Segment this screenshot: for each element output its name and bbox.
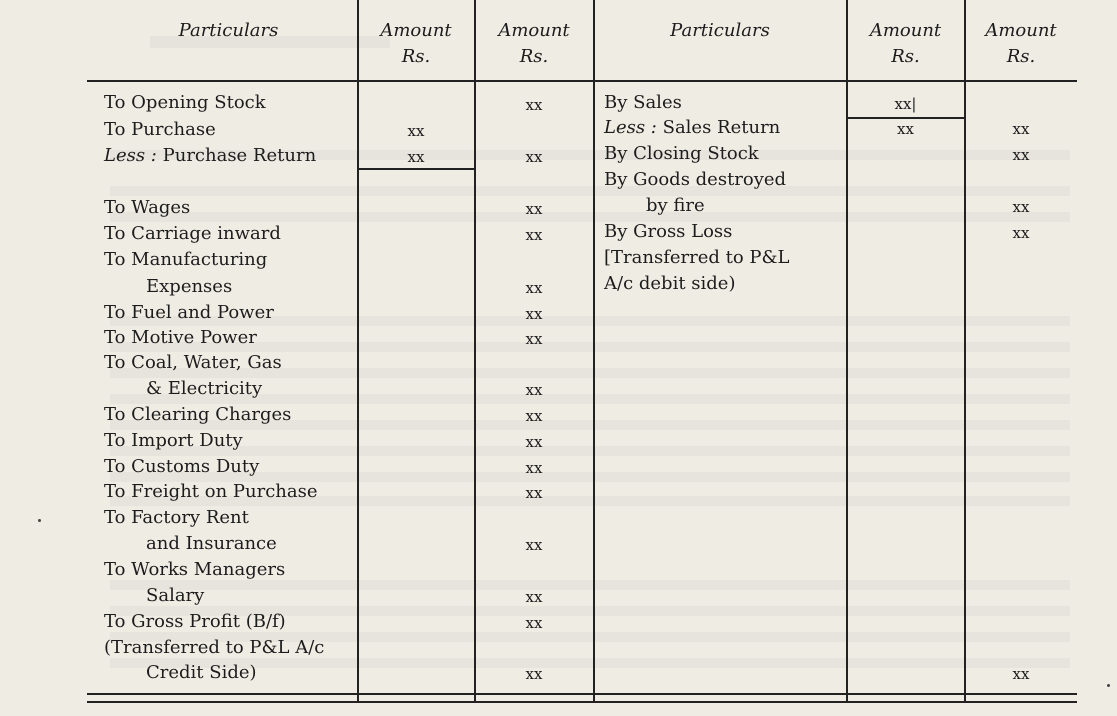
- debit-purchase: To Purchase: [104, 119, 216, 140]
- amount-cell: xx: [525, 200, 543, 218]
- less-prefix: Less :: [604, 117, 657, 138]
- column-divider: [593, 0, 595, 702]
- header-left-amount2-label: Amount: [498, 20, 570, 41]
- amount-cell: xx: [1012, 146, 1030, 164]
- header-right-amount1-label: Amount: [869, 20, 942, 41]
- column-divider: [964, 0, 966, 702]
- credit-goods-destroyed-cont: by fire: [646, 195, 705, 216]
- scan-speck: [1107, 684, 1110, 687]
- header-left-amount2: [475, 18, 593, 70]
- debit-import: To Import Duty: [104, 430, 243, 451]
- header-right-amount2-label: Amount: [985, 20, 1057, 41]
- debit-gross-profit: To Gross Profit (B/f): [104, 611, 286, 632]
- debit-wages: To Wages: [104, 197, 191, 218]
- debit-coal: To Coal, Water, Gas: [104, 352, 282, 373]
- amount-cell: xx: [897, 120, 914, 138]
- amount-cell: xx: [407, 122, 425, 140]
- amount-cell: xx: [1012, 198, 1030, 216]
- amount-cell: xx: [525, 96, 543, 114]
- purchase-return-label: Purchase Return: [162, 145, 317, 166]
- credit-sales: By Sales: [604, 92, 682, 113]
- credit-goods-destroyed: By Goods destroyed: [604, 169, 787, 190]
- subtotal-rule: [847, 117, 964, 119]
- subtotal-rule: [358, 168, 474, 170]
- header-left-particulars: Particulars: [178, 20, 279, 41]
- debit-coal-cont: & Electricity: [146, 378, 263, 399]
- header-left-amount2-unit: Rs.: [519, 46, 549, 67]
- amount-cell: xx: [525, 459, 543, 477]
- debit-purchase-return: [104, 145, 316, 166]
- amount-cell: xx: [525, 381, 543, 399]
- credit-gross-loss-note-cont: A/c debit side): [604, 273, 736, 294]
- scan-speck: [38, 519, 41, 522]
- amount-cell: xx: [525, 407, 543, 425]
- header-right-amount2-unit: Rs.: [1006, 46, 1036, 67]
- debit-factory-cont: and Insurance: [146, 533, 277, 554]
- amount-cell: xx: [525, 536, 543, 554]
- debit-works-cont: Salary: [146, 585, 205, 606]
- header-left-amount1-unit: Rs.: [401, 46, 431, 67]
- sales-return-label: Sales Return: [662, 117, 781, 138]
- amount-cell: xx: [525, 665, 543, 683]
- debit-gross-profit-note: (Transferred to P&L A/c: [104, 637, 325, 658]
- debit-works: To Works Managers: [104, 559, 286, 580]
- credit-gross-loss: By Gross Loss: [604, 221, 733, 242]
- credit-sales-return: [604, 117, 780, 138]
- column-divider: [357, 0, 359, 702]
- amount-cell: xx: [525, 588, 543, 606]
- header-right-amount1: [847, 18, 964, 70]
- amount-cell: xx: [525, 305, 543, 323]
- debit-customs: To Customs Duty: [104, 456, 260, 477]
- less-prefix: Less :: [104, 145, 157, 166]
- amount-cell: xx: [1012, 224, 1030, 242]
- amount-cell: xx: [525, 614, 543, 632]
- credit-closing-stock: By Closing Stock: [604, 143, 759, 164]
- header-right-amount2: [965, 18, 1077, 70]
- amount-cell: xx: [525, 484, 543, 502]
- total-rule: [87, 701, 1077, 703]
- debit-manufacturing: To Manufacturing: [104, 249, 268, 270]
- debit-clearing: To Clearing Charges: [104, 404, 292, 425]
- debit-factory: To Factory Rent: [104, 507, 249, 528]
- amount-cell: xx: [525, 330, 543, 348]
- debit-freight: To Freight on Purchase: [104, 481, 318, 502]
- amount-cell: xx: [1012, 665, 1030, 683]
- amount-cell: xx: [525, 148, 543, 166]
- total-rule: [87, 693, 1077, 695]
- debit-carriage: To Carriage inward: [104, 223, 281, 244]
- amount-cell: xx: [525, 279, 543, 297]
- debit-fuel: To Fuel and Power: [104, 302, 274, 323]
- debit-motive: To Motive Power: [104, 327, 257, 348]
- header-right-particulars: Particulars: [670, 20, 770, 41]
- header-rule: [87, 80, 1077, 82]
- amount-cell: xx|: [894, 95, 917, 113]
- debit-gross-profit-note-cont: Credit Side): [146, 662, 257, 683]
- debit-manufacturing-cont: Expenses: [146, 276, 233, 297]
- credit-gross-loss-note: [Transferred to P&L: [604, 247, 790, 268]
- debit-opening-stock: To Opening Stock: [104, 92, 266, 113]
- header-left-amount1-label: Amount: [380, 20, 452, 41]
- amount-cell: xx: [1012, 120, 1030, 138]
- amount-cell: xx: [525, 226, 543, 244]
- header-right-amount1-unit: Rs.: [891, 46, 920, 67]
- amount-cell: xx: [525, 433, 543, 451]
- header-left-amount1: [358, 18, 474, 70]
- amount-cell: xx: [407, 148, 425, 166]
